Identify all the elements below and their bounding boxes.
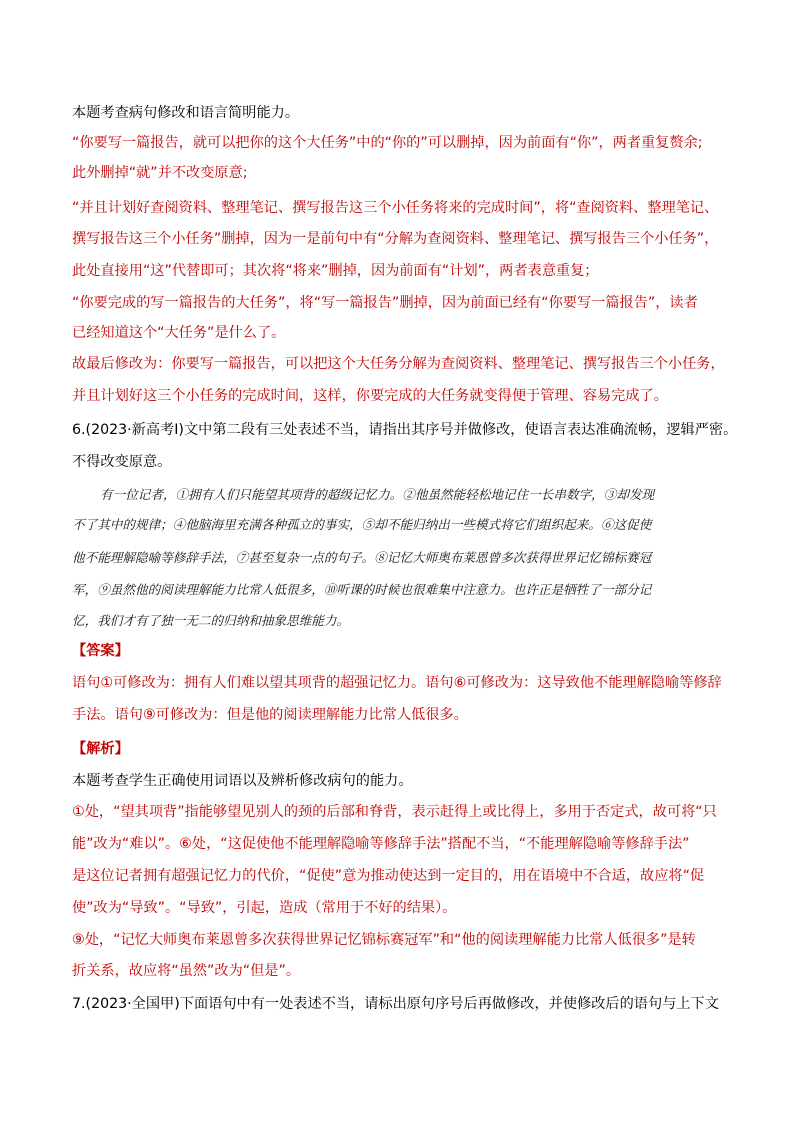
question-7-prompt: 7.(2023·全国甲)下面语句中有一处表述不当，请标出原句序号后再做修改，并使修改后的语句与上下文 [72,996,719,1012]
passage-line: 军，⑨虽然他的阅读理解能力比常人低很多，⑩听课的时候也很难集中注意力。也许正是牺牲了一部分记 [72,582,652,597]
analysis-line: “你要写一篇报告，就可以把你的这个大任务”中的“你的”可以删掉，因为前面有“你”，两者重复赘余; [72,135,703,151]
analysis-line: 能”改为“难以”。⑥处，“这促使他不能理解隐喻等修辞手法”搭配不当，“不能理解隐喻等修辞手法” [72,836,690,852]
passage-line: 他不能理解隐喻等修辞手法，⑦甚至复杂一点的句子。⑧记忆大师奥布莱恩曾多次获得世界记忆锦标赛冠 [72,550,652,565]
answer-line: 语句①可修改为：拥有人们难以望其项背的超强记忆力。语句⑥可修改为：这导致他不能理解隐喻等修辞 [72,675,722,691]
analysis-line: 此处直接用“这”代替即可；其次将“将来”删掉，因为前面有“计划”，两者表意重复； [72,263,599,279]
analysis-line: 是这位记者拥有超强记忆力的代价，“促使”意为推动使达到一定目的，用在语境中不合适，故应将“促 [72,868,705,884]
analysis-line: 已经知道这个“大任务”是什么了。 [72,325,286,341]
question-6-prompt: 6.(2023·新高考Ⅰ)文中第二段有三处表述不当，请指出其序号并做修改，使语言表达准确流畅，逻辑严密。 [72,422,738,438]
analysis-line: ⑨处，“记忆大师奥布莱恩曾多次获得世界记忆锦标赛冠军”和“他的阅读理解能力比常人低很多”是转 [72,932,696,948]
analysis-line: ①处，“望其项背”指能够望见别人的颈的后部和脊背，表示赶得上或比得上，多用于否定式，故可将“只 [72,804,717,820]
analysis-intro: 本题考查病句修改和语言简明能力。 [72,105,300,121]
analysis-line: 此外删掉“就”并不改变原意; [72,165,248,181]
answer-line: 手法。语句⑨可修改为：但是他的阅读理解能力比常人低很多。 [72,707,468,723]
analysis-heading: 【解析】 [72,741,129,757]
analysis-line: 折关系，故应将“虽然”改为“但是”。 [72,963,301,979]
passage-line: 忆，我们才有了独一无二的归纳和抽象思维能力。 [72,613,350,628]
passage-line: 有一位记者，①拥有人们只能望其项背的超级记忆力。②他虽然能轻松地记住一长串数字，③却发现 [100,487,655,502]
analysis-line: 使”改为“导致”。“导致”，引起，造成（常用于不好的结果）。 [72,900,457,916]
passage-line: 不了其中的规律；④他脑海里充满各种孤立的事实，⑤却不能归纳出一些模式将它们组织起来。⑥这促使 [72,517,652,532]
analysis-line: 并且计划好这三个小任务的完成时间，这样，你要完成的大任务就变得便于管理、容易完成了。 [72,388,668,404]
analysis-line: 撰写报告这三个小任务”删掉，因为一是前句中有“分解为查阅资料、整理笔记、撰写报告三个小任务”， [72,231,719,247]
answer-heading: 【答案】 [72,643,129,659]
question-6-prompt-cont: 不得改变原意。 [72,454,172,470]
analysis-intro: 本题考查学生正确使用词语以及辨析修改病句的能力。 [72,773,413,789]
analysis-line: 故最后修改为：你要写一篇报告，可以把这个大任务分解为查阅资料、整理笔记、撰写报告三个小任务， [72,356,725,372]
analysis-line: “并且计划好查阅资料、整理笔记、撰写报告这三个小任务将来的完成时间”，将“查阅资料、整理笔记、 [72,200,719,216]
analysis-line: “你要完成的写一篇报告的大任务”，将“写一篇报告”删掉，因为前面已经有“你要写一篇报告”，读者 [72,295,698,311]
